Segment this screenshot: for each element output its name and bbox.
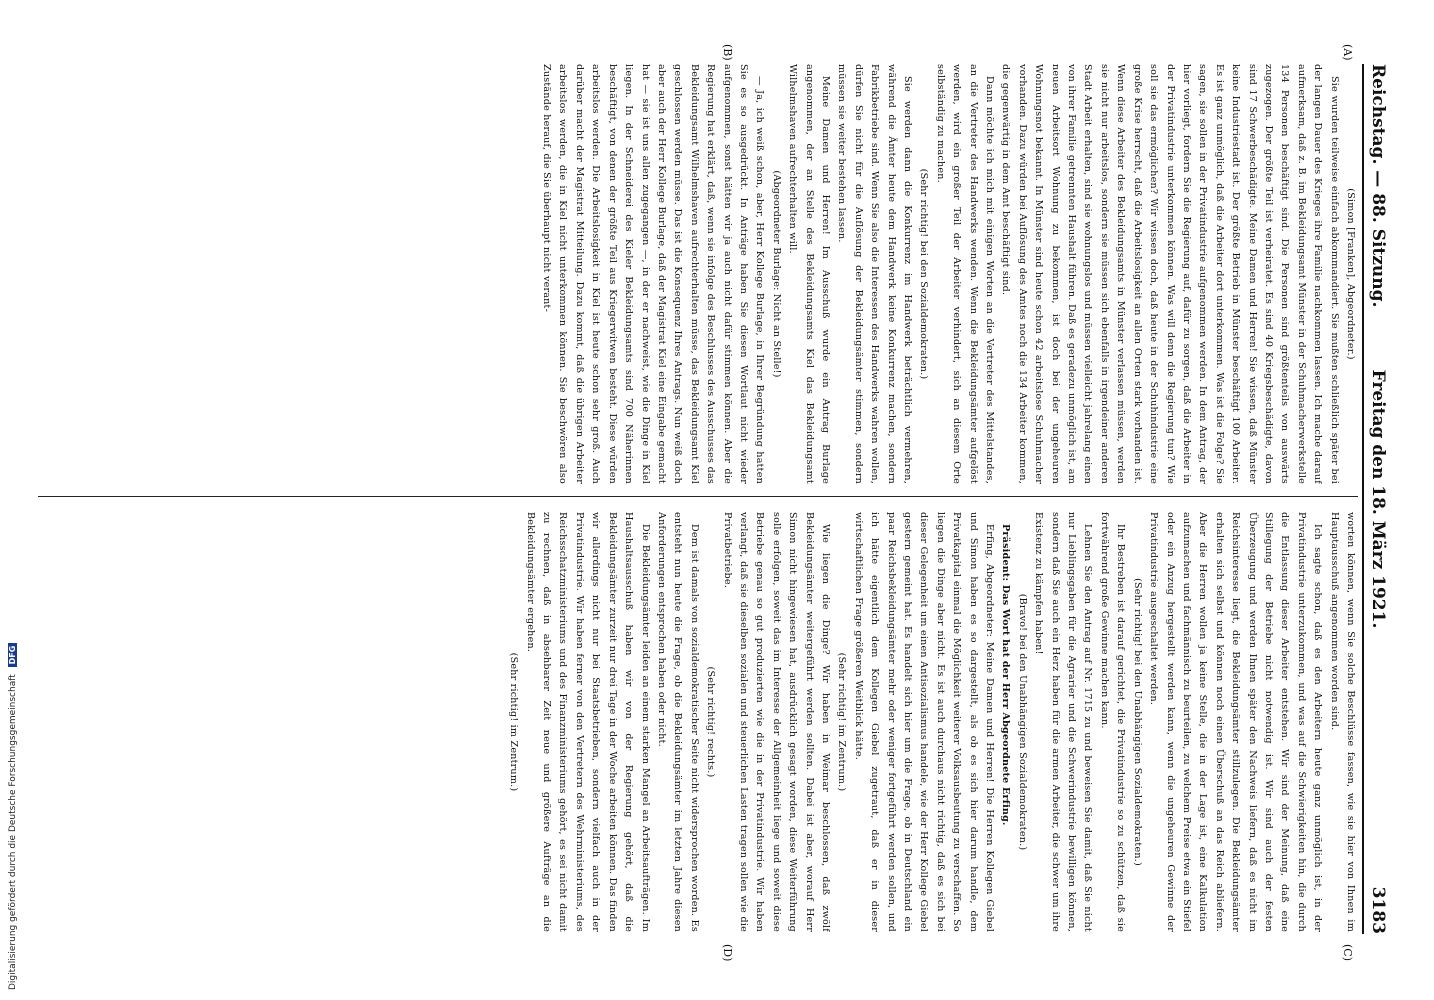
header-left: Reichstag. — 88. Sitzung. bbox=[1368, 64, 1388, 308]
paragraph: Dem ist damals von sozialdemokratischer Seite nicht widersprochen worden. Es entsteht nun heute die Frage, ob die Bekleidungsämter im letzten Jahre diesen Anforderungen entsprochen haben oder nicht. bbox=[655, 512, 700, 932]
interjection: (Sehr richtig! im Zentrum.) bbox=[508, 652, 520, 792]
left-column bbox=[28, 64, 1358, 484]
paragraph: Dann möchte ich mich mit einigen Worten an die Vertreter des Mittelstandes, an die Vertreter des Handwerks wenden. Wenn die Bekleidungsämter aufgelöst werden, wird ein großer Teil der Arbeiter verhindert, sich an diesem Orte selbständig zu machen. bbox=[934, 64, 996, 484]
column-divider bbox=[38, 496, 1358, 497]
header-date: Freitag den 18. März 1921. bbox=[1368, 369, 1388, 629]
paragraph: worten können, wenn Sie solche Beschlüsse fassen, wie sie hier von Ihnen im Hauptausschuß angenommen worden sind. bbox=[1328, 512, 1356, 932]
interjection: (Bravo! bei den Unabhängigen Sozialdemokraten.) bbox=[1016, 593, 1028, 851]
dfg-logo: DFG bbox=[8, 643, 17, 668]
margin-marker-d: (D) bbox=[721, 944, 734, 962]
paragraph: Meine Damen und Herren! Im Ausschuß wurde ein Antrag Burlage angenommen, der an Stelle des Bekleidungsamts Kiel das Bekleidungsamt Wilhelmshaven aufrechterhalten will. bbox=[787, 64, 831, 484]
interjection: (Sehr richtig! bei den Unabhängigen Sozialdemokraten.) bbox=[1131, 578, 1143, 866]
margin-marker-b: (B) bbox=[721, 44, 734, 61]
margin-marker-a: (A) bbox=[1341, 44, 1354, 61]
digitization-text: Digitalisierung gefördert durch die Deutsche Forschungsgemeinschaft bbox=[8, 674, 18, 990]
page-header bbox=[1362, 64, 1408, 934]
interjection: (Abgeordneter Burlage: Nicht an Stelle!) bbox=[770, 170, 782, 378]
paragraph: Lehnen Sie den Antrag auf Nr. 1715 zu und beweisen Sie damit, daß Sie nicht nur Lieblingsgaben für die Agrarier und die Schwerindustrie bewilligen können, sondern daß Sie auch ein Herz haben für die armen Arbeiter, die schwer um ihre Existenz zu kämpfen haben! bbox=[1033, 512, 1094, 932]
paragraph: Die Bekleidungsämter leiden an einem starken Mangel an Arbeitsaufträgen. Im Haushaltsausschuß haben wir von der Regierung gehört, daß die Bekleidungsämter zurzeit nur drei Tage in der Woche arbeiten können. Das finden wir allerdings nicht nur bei Staatsbetrieben, sondern vielfach auch in der Privatindustrie. Wir haben ferner von den Vertretern des Wehrministeriums, des Reichsschatzministeriums und des Finanzministeriums gehört, es sei nicht damit zu rechnen, daß in absehbarer Zeit neue und größere Aufträge an die Bekleidungsämter ergehen. bbox=[524, 512, 651, 932]
paragraph: Wie liegen die Dinge? Wir haben in Weimar beschlossen, daß zwölf Bekleidungsämter weitergeführt werden sollten. Dabei ist aber, worauf Herr Simon nicht hingewiesen hat, ausdrücklich gesagt worden, diese Weiterführung solle erfolgen, soweit das im Interesse der Allgemeinheit liege und soweit diese Betriebe genau so gut produzierten wie die in der Privatindustrie. Wir haben verlangt, daß sie dieselben sozialen und steuerlichen Lasten tragen sollen wie die Privatbetriebe. bbox=[721, 512, 831, 932]
right-column bbox=[28, 512, 1358, 932]
paragraph: Ihr Bestreben ist darauf gerichtet, die Privatindustrie so zu schützen, daß sie fortwährend große Gewinne machen kann. bbox=[1098, 512, 1127, 932]
paragraph: Ich sagte schon, daß es den Arbeitern heute ganz unmöglich ist, in der Privatindustrie unterzukommen, und was auf die Schwierigkeiten hin, die durch die Entlassung dieser Arbeiter entstehen. Wir sind der Meinung, daß eine Stillegung der Betriebe nicht notwendig ist. Wir sind auch der festen Überzeugung und werden Ihnen später den Nachweis liefern, daß es nicht im Reichsinteresse liegt, die Bekleidungsämter stillzulegen. Die Bekleidungsämter erhalten sich selbst und können noch einen Überschuß an das Reich abliefern. Aber die Herren wollen ja keine Stelle, die in der Lage ist, eine Kalkulation aufzumachen und fachmännisch zu beurteilen, zu welchem Preise etwa ein Stiefel oder ein Anzug hergestellt werden kann, wenn die ungeheuren Gewinne der Privatindustrie ausgeschaltet werden. bbox=[1148, 512, 1324, 932]
paragraph: Sie werden dann die Konkurrenz im Handwerk beträchtlich vermehren, während die Ämter heute dem Handwerk keine Konkurrenz machen, sondern Fabrikbetriebe sind. Wenn Sie also die Interessen des Handwerks wahren wollen, dürfen Sie nicht für die Auflösung der Bekleidungsämter stimmen, sondern müssen sie weiter bestehen lassen. bbox=[836, 64, 914, 484]
digitization-note bbox=[8, 643, 18, 990]
page-number: 3183 bbox=[1368, 886, 1388, 934]
interjection: (Sehr richtig! im Zentrum.) bbox=[836, 652, 848, 792]
paragraph: Sie wurden teilweise einfach abkommandiert. Sie mußten schließlich später bei der langen Dauer des Krieges ihre Familie nachkommen lassen. Ich mache darauf aufmerksam, daß z. B. im Bekleidungsamt Münster in der Schuhmacherwerkstelle 134 Personen beschäftigt sind. Die Personen sind größtenteils von auswärts zugezogen. Der größte Teil ist verheiratet. Es sind 40 Kriegsbeschädigte, davon sind 17 Schwerbeschädigte. Meine Damen und Herren! Sie wissen, daß Münster keine Industriestadt ist. Der größte Betrieb in Münster beschäftigt 100 Arbeiter. Es ist ganz unmöglich, daß die Arbeiter dort unterkommen. Was ist die Folge? Sie sagen, sie sollen in der Privatindustrie aufgenommen werden. In dem Antrag, der hier vorliegt, fordern Sie die Regierung auf, dafür zu sorgen, daß die Arbeiter in der Privatindustrie unterkommen können. Was will denn die Regierung tun? Wie soll sie das ermöglichen? Wir wissen doch, daß heute in der Schuhindustrie eine große Krise herrscht, daß die Arbeitslosigkeit an allen Orten stark vorhanden ist. Wenn diese Arbeiter des Bekleidungsamts in Münster verlassen müssen, werden sie nicht nur arbeitslos, sondern sie müssen sich ebenfalls in irgendeiner anderen Stadt Arbeit erhalten, sind sie wohnungslos und müssen vielleicht jahrelang einen von ihrer Familie getrennten Haushalt führen. Daß es geradezu unmöglich ist, am neuen Arbeitsort Wohnung zu bekommen, ist doch bei der ungeheuren Wohnungsnot bekannt. In Münster sind heute schon 42 arbeitslose Schuhmacher vorhanden. Dazu würden bei Auflösung des Amtes noch die 134 Arbeiter kommen, die gegenwärtig in dem Amt beschäftigt sind. bbox=[1000, 64, 1340, 484]
margin-marker-c: (C) bbox=[1341, 944, 1354, 961]
paragraph: Erfing, Abgeordneter: Meine Damen und Herren! Die Herren Kollegen Giebel und Simon haben es so dargestellt, als ob es sich hier darum handle, dem Privatkapital einmal die Möglichkeit weiterer Volksausbeutung zu verschaffen. So liegen die Dinge aber nicht. Es ist auch durchaus nicht richtig, daß es sich bei dieser Gelegenheit um einen Antisozialismus handele, wie der Herr Kollege Giebel gestern gemeint hat. Es handelt sich hier um die Frage, ob in Deutschland ein paar Reichsbekleidungsämter mehr oder weniger fortgeführt werden sollen, und ich hätte eigentlich dem Kollegen Giebel zugetraut, daß er in dieser wirtschaftlichen Frage größeren Weitblick hätte. bbox=[852, 512, 996, 932]
president-statement: Präsident: Das Wort hat der Herr Abgeordnete Erfing. bbox=[1000, 524, 1012, 826]
interjection: (Sehr richtig! bei den Sozialdemokraten.) bbox=[918, 168, 930, 380]
interjection: (Sehr richtig! rechts.) bbox=[705, 666, 717, 778]
paragraph: — Ja, ich weiß schon, aber, Herr Kollege Burlage, in Ihrer Begründung hatten Sie es so ausgedrückt. In Anträge haben Sie diesen Wortlaut nicht wieder aufgenommen, sonst hätten wir ja auch nicht dafür stimmen können. Aber die Regierung hat erklärt, daß, wenn sie infolge des Beschlusses des Ausschusses das Bekleidungsamt Wilhelmshaven aufrechterhalten müsse, das Bekleidungsamt Kiel geschlossen werden müsse. Das ist die Konsequenz Ihres Antrags. Nun weiß doch aber auch der Herr Kollege Burlage, daß der Magistrat Kiel eine Eingabe gemacht hat — sie ist uns allen zugegangen —, in der er nachweist, wie die Dinge in Kiel liegen. In der Schneiderei des Kieler Bekleidungsamts sind 700 Näherinnen beschäftigt, von denen der größte Teil aus Kriegerwitwen besteht. Diese würden arbeitslos werden. Die Arbeitslosigkeit in Kiel ist heute schon sehr groß. Auch darüber macht der Magistrat Mitteilung. Dazu kommt, daß die übrigen Arbeiter arbeitslos werden, die in Kiel nicht unterkommen können. Sie beschwören also Zustände herauf, die Sie überhaupt nicht verant- bbox=[541, 64, 766, 484]
speaker-continuation: (Simon [Franken], Abgeordneter.) bbox=[1345, 188, 1356, 360]
